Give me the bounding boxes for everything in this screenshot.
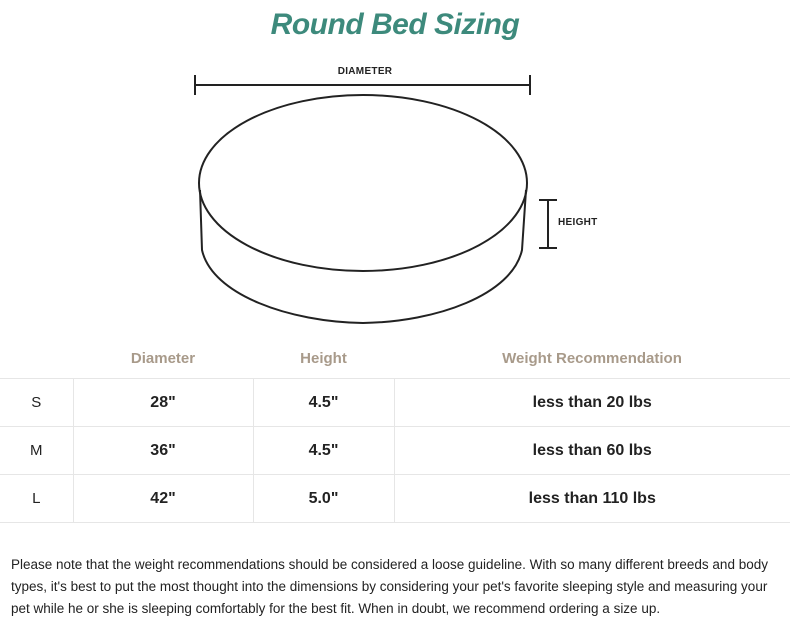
size-cell: M (0, 427, 73, 475)
header-weight-recommendation: Weight Recommendation (394, 338, 790, 379)
height-cell: 5.0" (253, 475, 394, 523)
height-dimension-line (539, 200, 557, 248)
table-row (0, 475, 790, 523)
height-cell: 4.5" (253, 427, 394, 475)
diameter-cell: 36" (73, 427, 253, 475)
diameter-cell: 28" (73, 379, 253, 427)
header-size (0, 338, 73, 379)
height-label: HEIGHT (558, 217, 598, 228)
weight-cell: less than 60 lbs (394, 427, 790, 475)
weight-cell: less than 110 lbs (394, 475, 790, 523)
diameter-cell: 42" (73, 475, 253, 523)
sizing-table (0, 338, 790, 523)
table-row (0, 379, 790, 427)
round-bed-outline (199, 95, 527, 323)
sizing-note: Please note that the weight recommendations should be considered a loose guideline. With so many different breeds and body types, it's best to put the most thought into the dimensions by considering your pet's favorite sleeping style and measuring your pet while he or she is sleeping comfortably for the best fit. When in doubt, we recommend ordering a size up. (11, 556, 768, 616)
diameter-dimension-line (195, 75, 530, 95)
header-diameter: Diameter (73, 338, 253, 379)
table-header-row (0, 338, 790, 379)
size-cell: S (0, 379, 73, 427)
page-title: Round Bed Sizing (270, 8, 520, 41)
table-row (0, 427, 790, 475)
weight-cell: less than 20 lbs (394, 379, 790, 427)
size-cell: L (0, 475, 73, 523)
diameter-label: DIAMETER (337, 66, 393, 77)
header-height: Height (253, 338, 394, 379)
height-cell: 4.5" (253, 379, 394, 427)
